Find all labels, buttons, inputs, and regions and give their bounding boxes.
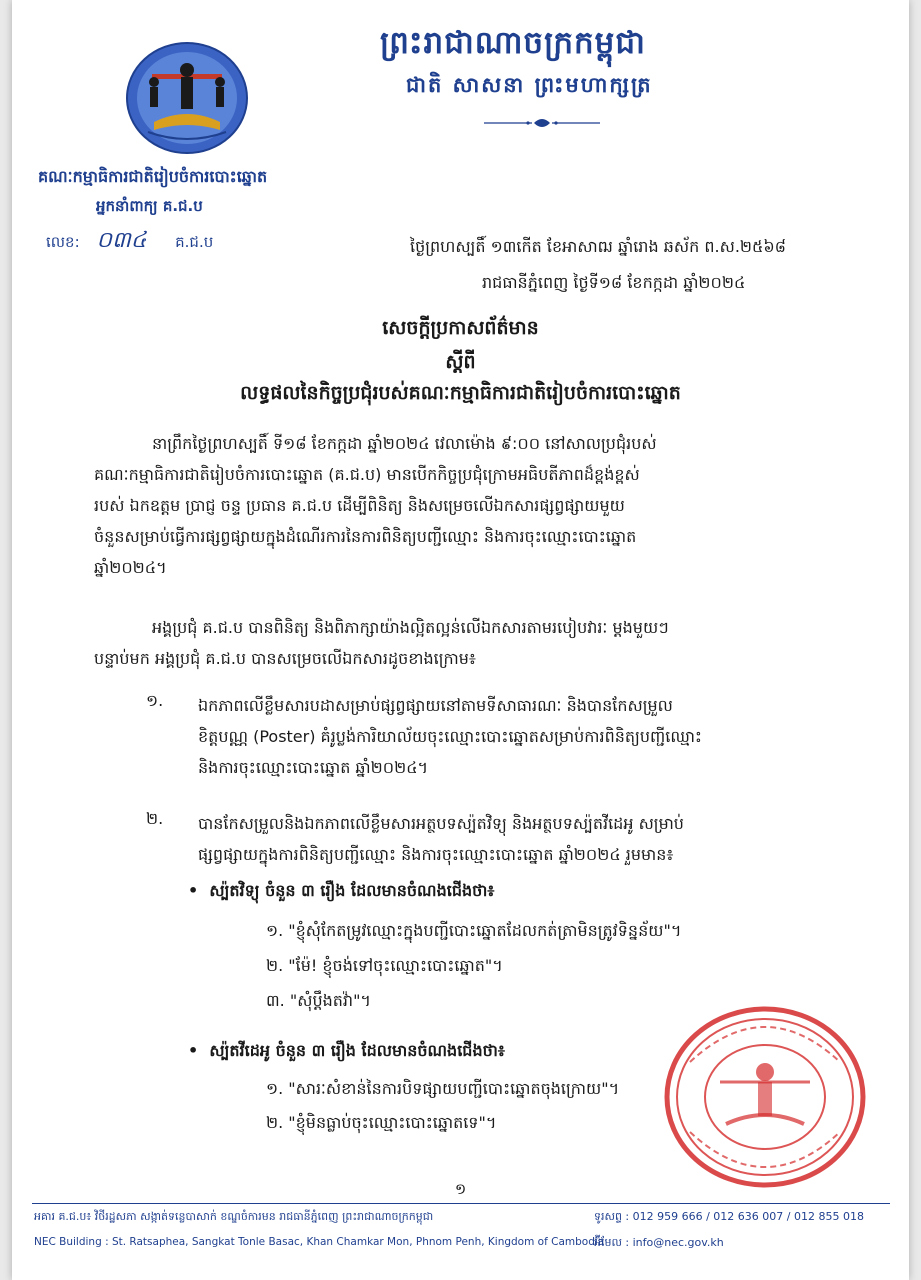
reference-label: លេខ: [46,233,80,251]
item-1-number: ១. [146,691,164,710]
reference-value: ០៣៤ [96,228,147,253]
reference-suffix: គ.ជ.ប [175,233,214,251]
paragraph-line: អង្គប្រជុំ គ.ជ.ប បានពិនិត្យ និងពិភាក្សាយ៉ាងល្អិតល្អន់លើឯកសារតាមរបៀបវារៈ ម្ដងមួយៗ [152,618,669,637]
document-subject: លទ្ធផលនៃកិច្ចប្រជុំរបស់គណៈកម្មាធិការជាតិរៀបចំការបោះឆ្នោត [240,382,681,404]
paragraph-line: គណៈកម្មាធិការជាតិរៀបចំការបោះឆ្នោត (គ.ជ.ប) មានបើកកិច្ចប្រជុំក្រោមអធិបតីភាពដ៏ខ្ពង់ខ្ពស់ [94,465,640,484]
official-seal-icon [660,1002,870,1192]
radio-spots-heading: • ស្ប៉តវិទ្យុ ចំនួន ៣ រឿង ដែលមានចំណងជើងថា៖ [188,881,495,900]
item-line: បានកែសម្រួលនិងឯកភាពលើខ្លឹមសារអត្ថបទស្ប៉តវិទ្យុ និងអត្ថបទស្ប៉តវីដេអូ សម្រាប់ [198,814,684,833]
footer-address-kh: អគារ គ.ជ.ប៖ វិថីរដ្ឋសភា សង្កាត់ទន្លេបាសាក់ ខណ្ឌចំការមន រាជធានីភ្នំពេញ ព្រះរាជាណាចក្រកម្ពុជា [34,1210,434,1223]
document-title: សេចក្ដីប្រកាសព័ត៌មាន [382,317,539,339]
item-2-number: ២. [146,809,164,828]
radio-spot-2: ២. "ម៉ែ! ខ្ញុំចង់ទៅចុះឈ្មោះបោះឆ្នោត"។ [266,956,503,975]
item-2-text [198,808,878,870]
footer-phone: ទូរសព្ទ : 012 959 666 / 012 636 007 / 012 855 018 [594,1210,864,1223]
item-line: ខិត្តបណ្ណ (Poster) គំរូប្លង់ការិយាល័យចុះឈ្មោះបោះឆ្នោតសម្រាប់ការពិនិត្យបញ្ជីឈ្មោះ [198,727,702,746]
radio-spot-3: ៣. "សុំប្ដឹងតវ៉ា"។ [266,991,371,1010]
page-number: ១ [454,1180,467,1198]
ornament-divider-icon [482,116,602,130]
radio-heading-text: ស្ប៉តវិទ្យុ ចំនួន ៣ រឿង ដែលមានចំណងជើងថា៖ [209,881,495,900]
spokesperson-label: អ្នកនាំពាក្យ គ.ជ.ប [96,197,203,215]
radio-spot-1: ១. "ខ្ញុំសុំកែតម្រូវឈ្មោះក្នុងបញ្ជីបោះឆ្នោតដែលកត់ត្រាមិនត្រូវទិន្នន័យ"។ [266,921,682,940]
item-line: ផ្សព្វផ្សាយក្នុងការពិនិត្យបញ្ជីឈ្មោះ និងការចុះឈ្មោះបោះឆ្នោត ឆ្នាំ២០២៤ រួមមាន៖ [198,845,674,864]
paragraph-2 [94,612,864,674]
paragraph-line: បន្ទាប់មក អង្គប្រជុំ គ.ជ.ប បានសម្រេចលើឯកសារដូចខាងក្រោម៖ [94,649,476,668]
paragraph-line: ឆ្នាំ២០២៤។ [94,558,167,577]
item-line: និងការចុះឈ្មោះបោះឆ្នោត ឆ្នាំ២០២៤។ [198,758,429,777]
paragraph-line: ចំនួនសម្រាប់ធ្វើការផ្សព្វផ្សាយក្នុងដំណើរការនៃការពិនិត្យបញ្ជីឈ្មោះ និងការចុះឈ្មោះបោះឆ្នោត [94,527,637,546]
paragraph-line: នាព្រឹកថ្ងៃព្រហស្បតិ៍ ទី១៨ ខែកក្កដា ឆ្នាំ២០២៤ វេលាម៉ោង ៩:០០ នៅសាលប្រជុំរបស់ [152,434,657,453]
reference-number [46,226,213,258]
title-about: ស្ដីពី [445,351,476,373]
footer-email: អ៊ីមែល : info@nec.gov.kh [594,1236,724,1249]
video-spots-heading: • ស្ប៉តវីដេអូ ចំនួន ៣ រឿង ដែលមានចំណងជើងថា៖ [188,1041,505,1060]
kingdom-title: ព្រះរាជាណាចក្រកម្ពុជា [380,25,646,61]
footer-divider [32,1203,890,1204]
lunar-date: ថ្ងៃព្រហស្បតិ៍ ១៣កើត ខែអាសាឍ ឆ្នាំរោង ឆស័ក ព.ស.២៥៦៨ [410,237,786,256]
solar-date: រាជធានីភ្នំពេញ ថ្ងៃទី១៨ ខែកក្កដា ឆ្នាំ២០២៤ [482,273,746,292]
video-spot-2: ២. "ខ្ញុំមិនធ្លាប់ចុះឈ្មោះបោះឆ្នោតទេ"។ [266,1113,497,1132]
item-1-text [198,690,878,783]
document-page [12,0,909,1280]
national-motto: ជាតិ សាសនា ព្រះមហាក្សត្រ [406,73,653,97]
item-line: ឯកភាពលើខ្លឹមសារបដាសម្រាប់ផ្សព្វផ្សាយនៅតាមទីសាធារណៈ និងបានកែសម្រួល [198,696,673,715]
nec-logo-icon [124,40,250,156]
paragraph-line: របស់ ឯកឧត្តម ប្រាជ្ញ ចន្ទ ប្រធាន គ.ជ.ប ដើម្បីពិនិត្យ និងសម្រេចលើឯកសារផ្សព្វផ្សាយមួយ [94,496,625,515]
video-spot-1: ១. "សារៈសំខាន់នៃការបិទផ្សាយបញ្ជីបោះឆ្នោតចុងក្រោយ"។ [266,1079,620,1098]
paragraph-1 [94,428,864,583]
footer-address-en: NEC Building : St. Ratsaphea, Sangkat Tonle Basac, Khan Chamkar Mon, Phnom Penh, Kingdom of Cambodia [34,1236,605,1248]
video-heading-text: ស្ប៉តវីដេអូ ចំនួន ៣ រឿង ដែលមានចំណងជើងថា៖ [209,1041,505,1060]
organization-name: គណៈកម្មាធិការជាតិរៀបចំការបោះឆ្នោត [38,167,268,186]
